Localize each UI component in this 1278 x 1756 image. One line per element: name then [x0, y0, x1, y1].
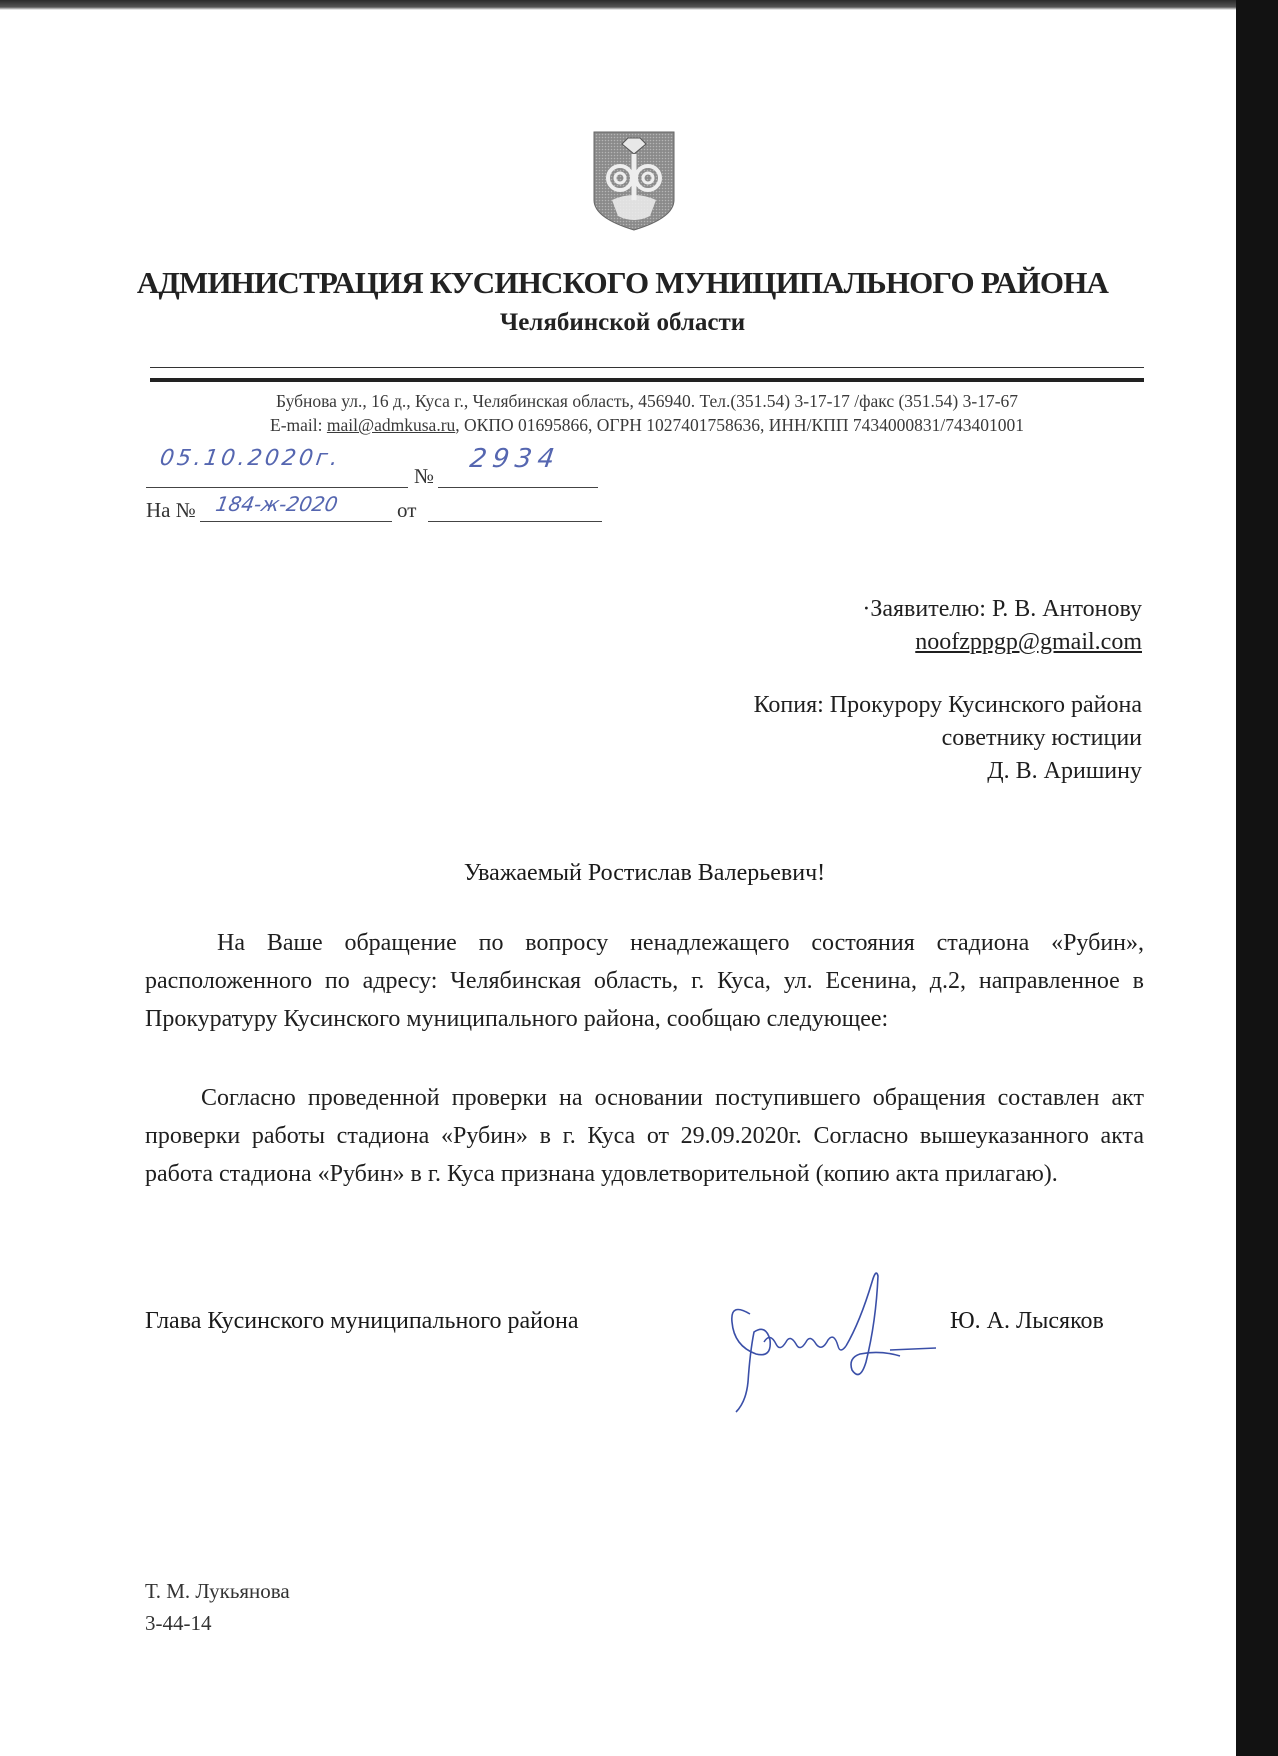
body-paragraph-1: На Ваше обращение по вопросу ненадлежащего состояния стадиона «Рубин», расположенного по адресу: Челябинская область, г. Куса, ул. Есенина, д.2, направленное в Прокуратуру Кусинского муниципального района, сообщаю следующее: — [145, 930, 1144, 1032]
signatory-position: Глава Кусинского муниципального района — [145, 1308, 579, 1334]
copy-recipient-line: Копия: Прокурору Кусинского района — [753, 692, 1142, 718]
organization-name: АДМИНИСТРАЦИЯ КУСИНСКОГО МУНИЦИПАЛЬНОГО РАЙОНА — [136, 265, 1109, 300]
salutation: Уважаемый Ростислав Валерьевич! — [463, 860, 826, 886]
registry-codes: , ОКПО 01695866, ОГРН 1027401758636, ИНН/КПП 7434000831/743401001 — [455, 415, 1024, 435]
reply-number-handwritten: 184-ж-2020 — [213, 492, 340, 516]
number-fill-line — [438, 487, 598, 488]
number-label: № — [414, 464, 435, 488]
header-divider-thin — [150, 367, 1144, 368]
email-label: E-mail: — [270, 415, 323, 435]
date-fill-line — [146, 487, 408, 488]
recipient-line: ·Заявителю: Р. В. Антонову — [862, 596, 1142, 622]
copy-recipient-rank: советнику юстиции — [941, 725, 1142, 751]
outgoing-date-handwritten: 05.10.2020г. — [158, 446, 343, 471]
signatory-name: Ю. А. Лысяков — [950, 1308, 1104, 1334]
handwritten-signature — [710, 1262, 950, 1422]
reply-fill-line — [200, 521, 392, 522]
organization-email-link[interactable]: mail@admkusa.ru — [326, 415, 456, 435]
scan-right-edge — [1236, 0, 1278, 1756]
address-line: Бубнова ул., 16 д., Куса г., Челябинская область, 456940. Тел.(351.54) 3-17-17 /факс (351.54) 3-17-67 — [275, 391, 1019, 411]
registry-line — [150, 415, 1144, 436]
header-divider-thick — [150, 378, 1144, 382]
recipient-email-link[interactable]: noofzppgp@gmail.com — [915, 629, 1142, 655]
outgoing-number-handwritten: 2934 — [467, 444, 563, 474]
coat-of-arms-icon — [592, 130, 676, 232]
copy-recipient-name: Д. В. Аришину — [987, 758, 1142, 784]
from-fill-line — [428, 521, 602, 522]
organization-region: Челябинской области — [499, 309, 746, 336]
executor-name: Т. М. Лукьянова — [145, 1579, 290, 1603]
reply-label: На № — [146, 498, 196, 522]
from-label: от — [397, 498, 417, 522]
executor-phone: 3-44-14 — [145, 1611, 212, 1635]
body-paragraph-2: Согласно проведенной проверки на основании поступившего обращения составлен акт проверки работы стадиона «Рубин» в г. Куса от 29.09.2020г. Согласно вышеуказанного акта работа стадиона «Рубин» в г. Куса признана удовлетворительной (копию акта прилагаю). — [145, 1085, 1144, 1187]
